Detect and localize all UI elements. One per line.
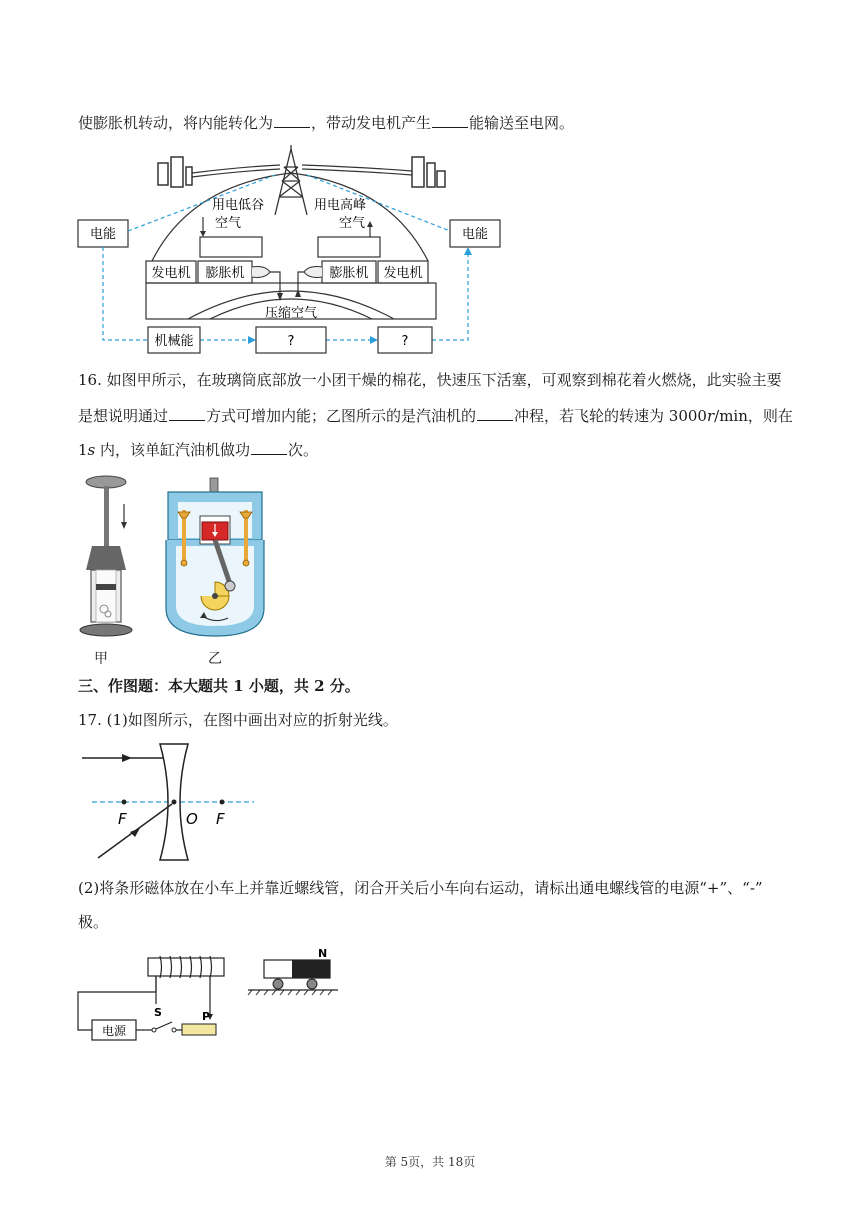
q16-blank-3	[251, 440, 287, 455]
section-heading: 三、作图题：本大题共 1 小题，共 2 分。	[78, 677, 360, 695]
focus-right-label: F	[216, 810, 225, 828]
focus-left-label: F	[118, 810, 127, 828]
q17-part1: 17. (1)如图所示，在图中画出对应的折射光线。	[78, 711, 398, 729]
q16-text-b: 方式可增加内能；乙图所示的是汽油机的	[206, 407, 477, 425]
right-energy-label: 电能	[461, 227, 489, 242]
page-footer: 第 5页，共 18页	[384, 1155, 476, 1169]
solenoid-circuit-diagram	[72, 944, 342, 1044]
gasoline-engine-figure	[160, 476, 270, 642]
q16-time-unit: s	[87, 441, 96, 459]
q16-text-e: 次。	[288, 441, 319, 459]
q17-part2-line2: 极。	[78, 913, 109, 931]
air-right-label: 空气	[338, 216, 366, 231]
unknown-box-1: ?	[287, 334, 295, 349]
q17-part2-line1: (2)将条形磁体放在小车上并靠近螺线管，闭合开关后小车向右运动，请标出通电螺线管的电源“+”、“-”	[78, 879, 763, 897]
q16-text-d: 内，该单缸汽油机做功	[95, 441, 251, 459]
concave-lens-diagram	[78, 742, 268, 866]
q15-text-c: 能输送至电网。	[469, 114, 575, 132]
q16-time-num: 1	[78, 441, 88, 459]
air-left-label: 空气	[214, 216, 242, 231]
gen-left-label: 发电机	[151, 266, 191, 281]
compressed-air-label: 压缩空气	[264, 306, 318, 321]
gen-right-label: 发电机	[383, 266, 423, 281]
north-pole-label: N	[318, 947, 328, 960]
high-peak-label: 用电高峰	[313, 198, 367, 213]
low-valley-label: 用电低谷	[211, 198, 265, 213]
q16-unit-r: r	[706, 407, 715, 425]
q16-line-3	[78, 440, 318, 460]
exp-right-label: 膨胀机	[329, 266, 369, 281]
q16-unit-min: /min，则在	[714, 407, 793, 425]
q15-blank-1	[274, 113, 310, 128]
compressed-air-storage-diagram	[70, 145, 510, 355]
q15-text-a: 使膨胀机转动，将内能转化为	[78, 114, 274, 132]
q16-blank-1	[169, 406, 205, 421]
q15-text-b: ，带动发电机产生	[311, 114, 432, 132]
left-energy-label: 电能	[89, 227, 117, 242]
q15-blank-2	[432, 113, 468, 128]
q16-text-c: 冲程，若飞轮的转速为 3000	[514, 407, 707, 425]
glass-cylinder-figure	[74, 474, 144, 642]
q16-text-a: 是想说明通过	[78, 407, 169, 425]
q16-line-2	[78, 406, 793, 426]
slider-label: P	[202, 1010, 211, 1023]
q16-line-1: 16. 如图甲所示，在玻璃筒底部放一小团干燥的棉花，快速压下活塞，可观察到棉花着火燃烧，此实验主要	[78, 371, 782, 389]
switch-label: S	[154, 1006, 162, 1019]
fig-yi-label: 乙	[208, 651, 222, 667]
unknown-box-2: ?	[401, 334, 409, 349]
mech-energy-label: 机械能	[154, 334, 194, 349]
power-source-label: 电源	[101, 1024, 127, 1038]
optical-center-label: O	[186, 810, 198, 828]
q15-line	[78, 113, 574, 133]
fig-jia-label: 甲	[94, 651, 108, 667]
exp-left-label: 膨胀机	[205, 266, 245, 281]
q16-blank-2	[477, 406, 513, 421]
